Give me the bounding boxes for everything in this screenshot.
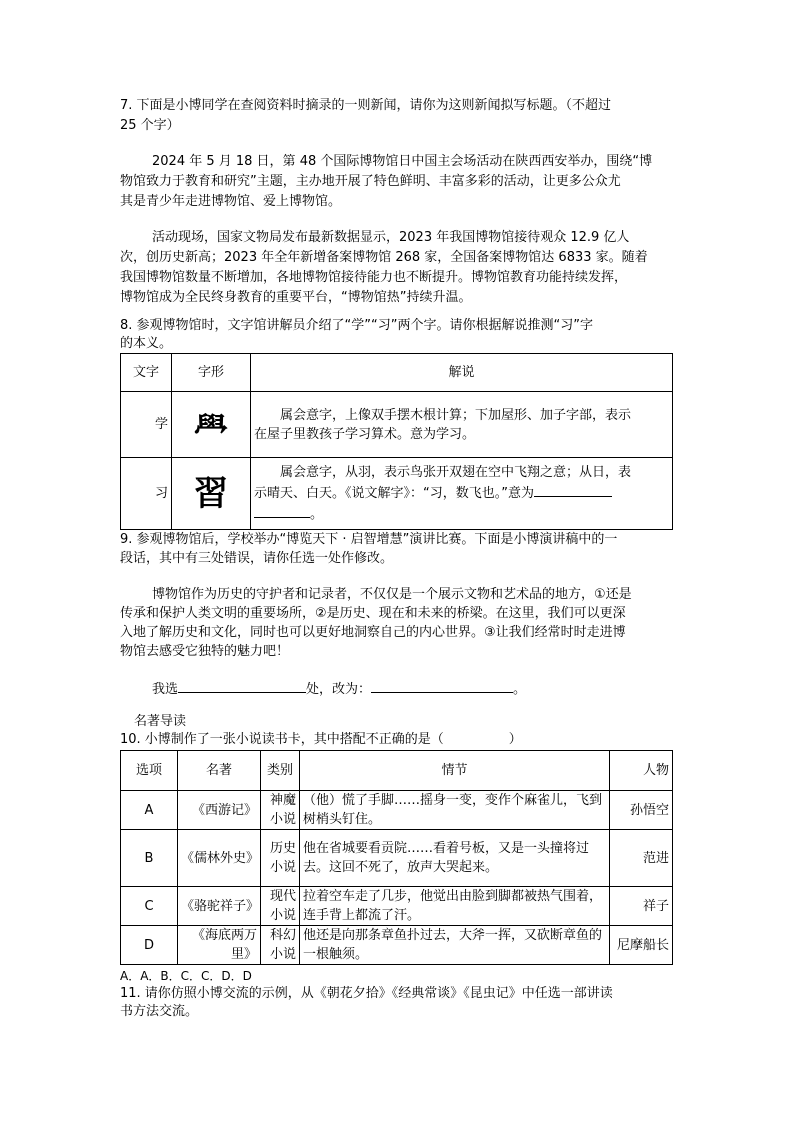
q8-header-glyph: 字形 [172,354,251,392]
q8-char-xi: 习 [121,458,172,530]
q9-para-line2: 传承和保护人类文明的重要场所，②是历史、现在和未来的桥梁。在这里，我们可以更深 [120,606,626,621]
q7-para1-line2: 物馆致力于教育和研究”主题，主办地开展了特色鲜明、丰富多彩的活动，让更多公众尤 [120,174,621,189]
q10-plot: 他还是向那条章鱼扑过去，大斧一挥，又砍断章鱼的一根触须。 [300,926,610,965]
q9-answer-line [152,678,526,700]
q9-para-line3: 入地了解历史和文化，同时也可以更好地洞察自己的内心世界。③让我们经常时时走进博 [120,625,626,640]
q10-opt: B [121,830,178,887]
q10-header-person: 人物 [610,751,673,791]
q10-book: 《儒林外史》 [178,830,261,887]
table-row [121,887,673,926]
q9-para-line4: 物馆去感受它独特的魅力吧！ [120,644,290,659]
table-row [121,458,673,530]
xue-ancient-glyph: 𦥯 [172,392,251,458]
q11-prompt-line1: 11. 请你仿照小博交流的示例，从《朝花夕拾》《经典常谈》《昆虫记》中任选一部讲读 [120,986,613,1001]
q8-explain-xi [251,458,673,530]
q10-header-book: 名著 [178,751,261,791]
q10-category: 科幻小说 [261,926,300,965]
q7-prompt-line1: 7. 下面是小博同学在查阅资料时摘录的一则新闻，请你为这则新闻拟写标题。（不超过 [120,98,612,113]
q10-header-plot: 情节 [300,751,610,791]
q10-opt: A [121,791,178,830]
q8-explain-xue [251,392,673,458]
q7-para2-line3: 我国博物馆数量不断增加，各地博物馆接待能力也不断提升。博物馆教育功能持续发挥， [120,270,628,285]
q10-plot: 他在省城要看贡院……看着号板，又是一头撞将过去。这回不死了，放声大哭起来。 [300,830,610,887]
table-row [121,926,673,965]
q7-para1-line3: 其是青少年走进博物馆、爱上博物馆。 [120,194,342,209]
q10-prompt: 10. 小博制作了一张小说读书卡，其中搭配不正确的是（ ） [120,732,522,747]
q9-para-line1: 博物馆作为历史的守护者和记录者，不仅仅是一个展示文物和艺术品的地方，①还是 [152,587,632,602]
q10-plot: 拉着空车走了几步，他觉出由脸到脚都被热气围着，连手背上都流了汗。 [300,887,610,926]
q8-char-xue: 学 [121,392,172,458]
q8-prompt-line1: 8. 参观博物馆时，文字馆讲解员介绍了“学”“习”两个字。请你根据解说推测“习”字 [120,318,593,333]
q7-prompt-line2: 25 个字） [120,118,180,133]
q8-prompt-line2: 的本义。 [120,336,173,351]
q10-person: 祥子 [610,887,673,926]
table-row [121,791,673,830]
q10-category: 历史小说 [261,830,300,887]
q8-explain-xue-line2: 在屋子里教孩子学习算术。意为学习。 [254,426,476,442]
q10-reading-card-table [120,750,673,965]
q10-table-header [121,751,673,791]
q10-book: 《西游记》 [178,791,261,830]
q10-person: 孙悟空 [610,791,673,830]
q10-plot: （他）慌了手脚……摇身一变，变作个麻雀儿，飞到树梢头钉住。 [300,791,610,830]
q9-answer-label-c: 。 [513,682,527,697]
q10-category: 现代小说 [261,887,300,926]
q11-prompt-line2: 书方法交流。 [120,1004,199,1019]
table-row [121,830,673,887]
q10-choices: A．A．B．C．C．D．D [120,969,252,983]
q9-answer-label-b: 处，改为： [306,682,372,697]
q10-header-category: 类别 [261,751,300,791]
q7-para2-line2: 次，创历史新高；2023 年全年新增备案博物馆 268 家，全国备案博物馆达 6833 家。随着 [120,250,648,265]
q10-book: 《海底两万里》 [178,926,261,965]
q10-person: 尼摩船长 [610,926,673,965]
q8-explain-xi-line1: 属会意字，从羽，表示鸟张开双翅在空中飞翔之意；从日，表 [280,465,632,480]
q8-answer-blank-1[interactable] [534,482,612,497]
q8-table-header [121,354,673,392]
q7-para2-line4: 博物馆成为全民终身教育的重要平台，“博物馆热”持续升温。 [120,290,472,305]
q10-header-option: 选项 [121,751,178,791]
q8-explain-xue-line1: 属会意字，上像双手摆木根计算；下加屋形、加子字部，表示 [280,407,632,423]
table-row [121,392,673,458]
xi-ancient-glyph: 習 [172,458,251,530]
q7-para2-line1: 活动现场，国家文物局发布最新数据显示，2023 年我国博物馆接待观众 12.9 亿人 [152,230,630,245]
q10-person: 范进 [610,830,673,887]
q8-answer-blank-2[interactable] [254,503,310,518]
q8-header-explain: 解说 [251,354,673,392]
q7-para1-line1: 2024 年 5 月 18 日，第 48 个国际博物馆日中国主会场活动在陕西西安举办，围绕“博 [152,154,653,169]
q9-prompt-line1: 9. 参观博物馆后，学校举办“博览天下 · 启智增慧”演讲比赛。下面是小博演讲稿中的一 [120,532,618,547]
q9-choice-blank[interactable] [178,678,306,693]
q9-correction-blank[interactable] [371,678,513,693]
q10-opt: D [121,926,178,965]
q9-answer-label-a: 我选 [152,682,179,697]
q8-header-char: 文字 [121,354,172,392]
q8-explain-xi-text: 示晴天、白天。《说文解字》：“习，数飞也。”意为 [254,486,534,501]
q8-explain-xi-line2 [254,482,669,503]
q8-explain-xi-end: 。 [310,507,324,522]
q10-opt: C [121,887,178,926]
q8-explain-xi-line3 [254,503,669,524]
q9-prompt-line2: 段话，其中有三处错误，请你任选一处作修改。 [120,551,394,566]
q10-category: 神魔小说 [261,791,300,830]
section-title: 名著导读 [134,714,187,729]
q8-char-table [120,353,673,530]
q10-book: 《骆驼祥子》 [178,887,261,926]
